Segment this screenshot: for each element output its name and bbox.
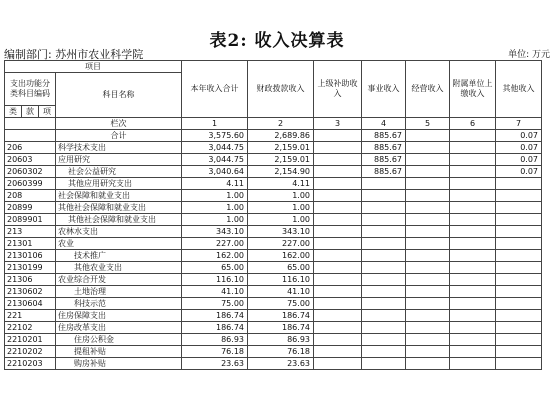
- row-value-c2: 4.11: [248, 178, 314, 190]
- row-value-c1: 3,040.64: [182, 166, 248, 178]
- row-value-c3: [314, 322, 362, 334]
- table-row: [5, 238, 542, 250]
- table-row: [5, 178, 542, 190]
- header-n7: 7: [496, 118, 542, 130]
- row-name: 合计: [56, 130, 182, 142]
- table-row: [5, 358, 542, 370]
- row-value-c7: [496, 298, 542, 310]
- row-value-c7: [496, 334, 542, 346]
- row-value-c7: [496, 262, 542, 274]
- table-row: [5, 214, 542, 226]
- row-value-c6: [450, 310, 496, 322]
- row-value-c2: 343.10: [248, 226, 314, 238]
- row-name: 其他社会保障和就业支出: [56, 202, 182, 214]
- table-row: [5, 130, 542, 142]
- row-value-c3: [314, 286, 362, 298]
- header-col-total: 本年收入合计: [182, 61, 248, 118]
- row-value-c7: [496, 286, 542, 298]
- row-value-c7: 0.07: [496, 130, 542, 142]
- row-value-c4: 885.67: [362, 130, 406, 142]
- row-value-c1: 186.74: [182, 322, 248, 334]
- row-code: 213: [5, 226, 56, 238]
- row-value-c6: [450, 178, 496, 190]
- row-value-c2: 2,159.01: [248, 154, 314, 166]
- row-value-c4: [362, 250, 406, 262]
- table-row: [5, 346, 542, 358]
- row-value-c7: [496, 274, 542, 286]
- row-name: 农业综合开发: [56, 274, 182, 286]
- row-value-c2: 186.74: [248, 310, 314, 322]
- row-value-c1: 227.00: [182, 238, 248, 250]
- row-name: 科技示范: [56, 298, 182, 310]
- row-value-c2: 186.74: [248, 322, 314, 334]
- row-value-c5: [406, 262, 450, 274]
- row-value-c1: 1.00: [182, 190, 248, 202]
- row-value-c7: [496, 178, 542, 190]
- table-row: [5, 190, 542, 202]
- row-value-c6: [450, 238, 496, 250]
- row-code: 21306: [5, 274, 56, 286]
- row-name: 住房公积金: [56, 334, 182, 346]
- row-value-c6: [450, 202, 496, 214]
- header-lanci: 栏次: [56, 118, 182, 130]
- page-title: 表2: 收入决算表: [209, 31, 345, 51]
- row-value-c6: [450, 142, 496, 154]
- row-name: 其他社会保障和就业支出: [56, 214, 182, 226]
- department-label: 编制部门: 苏州市农业科学院: [4, 48, 144, 61]
- row-value-c4: [362, 310, 406, 322]
- table-row: [5, 286, 542, 298]
- row-value-c7: 0.07: [496, 166, 542, 178]
- row-code: 2060399: [5, 178, 56, 190]
- header-col-career: 事业收入: [362, 61, 406, 118]
- row-value-c5: [406, 286, 450, 298]
- row-value-c7: [496, 358, 542, 370]
- row-value-c7: [496, 346, 542, 358]
- row-value-c6: [450, 358, 496, 370]
- row-value-c4: [362, 178, 406, 190]
- row-value-c7: [496, 202, 542, 214]
- row-value-c1: 3,044.75: [182, 142, 248, 154]
- row-name: 应用研究: [56, 154, 182, 166]
- row-value-c4: [362, 262, 406, 274]
- row-code: 2210203: [5, 358, 56, 370]
- table-row: [5, 154, 542, 166]
- row-value-c7: [496, 190, 542, 202]
- header-n6: 6: [450, 118, 496, 130]
- row-value-c2: 76.18: [248, 346, 314, 358]
- row-value-c2: 227.00: [248, 238, 314, 250]
- row-value-c1: 1.00: [182, 214, 248, 226]
- row-value-c3: [314, 310, 362, 322]
- row-value-c5: [406, 130, 450, 142]
- row-value-c7: [496, 226, 542, 238]
- row-value-c5: [406, 238, 450, 250]
- row-name: 农林水支出: [56, 226, 182, 238]
- row-value-c5: [406, 142, 450, 154]
- header-col-subunit: 附属单位上缴收入: [450, 61, 496, 118]
- table-row: [5, 310, 542, 322]
- row-value-c2: 23.63: [248, 358, 314, 370]
- row-code: [5, 130, 56, 142]
- row-name: 购房补贴: [56, 358, 182, 370]
- unit-label: 单位: 万元: [508, 50, 550, 60]
- row-value-c5: [406, 322, 450, 334]
- row-value-c5: [406, 250, 450, 262]
- row-code: 2210202: [5, 346, 56, 358]
- row-value-c3: [314, 346, 362, 358]
- table-row: [5, 142, 542, 154]
- table-row: [5, 226, 542, 238]
- row-value-c3: [314, 190, 362, 202]
- row-value-c5: [406, 166, 450, 178]
- row-value-c4: [362, 298, 406, 310]
- row-value-c7: [496, 322, 542, 334]
- header-n4: 4: [362, 118, 406, 130]
- header-n5: 5: [406, 118, 450, 130]
- row-name: 提租补贴: [56, 346, 182, 358]
- row-value-c5: [406, 358, 450, 370]
- header-item: 项目: [5, 61, 182, 73]
- row-name: 农业: [56, 238, 182, 250]
- row-value-c6: [450, 286, 496, 298]
- row-value-c6: [450, 322, 496, 334]
- row-value-c3: [314, 262, 362, 274]
- row-name: 科学技术支出: [56, 142, 182, 154]
- row-value-c4: [362, 286, 406, 298]
- table-row: [5, 250, 542, 262]
- row-value-c2: 41.10: [248, 286, 314, 298]
- table-row: [5, 298, 542, 310]
- row-value-c6: [450, 262, 496, 274]
- header-code-group: 支出功能分类科目编码: [5, 73, 56, 106]
- row-value-c5: [406, 346, 450, 358]
- row-value-c1: 116.10: [182, 274, 248, 286]
- row-value-c4: [362, 274, 406, 286]
- row-name: 其他应用研究支出: [56, 178, 182, 190]
- row-value-c3: [314, 166, 362, 178]
- row-value-c3: [314, 178, 362, 190]
- header-col-upper: 上级补助收入: [314, 61, 362, 118]
- row-value-c5: [406, 190, 450, 202]
- row-value-c5: [406, 178, 450, 190]
- row-value-c5: [406, 274, 450, 286]
- row-value-c7: 0.07: [496, 154, 542, 166]
- row-value-c5: [406, 202, 450, 214]
- row-value-c2: 65.00: [248, 262, 314, 274]
- row-value-c7: 0.07: [496, 142, 542, 154]
- row-value-c1: 343.10: [182, 226, 248, 238]
- row-value-c5: [406, 298, 450, 310]
- row-value-c3: [314, 226, 362, 238]
- header-name: 科目名称: [56, 73, 182, 118]
- row-code: 2210201: [5, 334, 56, 346]
- row-code: 21301: [5, 238, 56, 250]
- row-value-c5: [406, 154, 450, 166]
- row-code: 20603: [5, 154, 56, 166]
- row-value-c6: [450, 274, 496, 286]
- row-name: 社会公益研究: [56, 166, 182, 178]
- row-value-c5: [406, 334, 450, 346]
- row-value-c4: 885.67: [362, 142, 406, 154]
- row-value-c1: 3,044.75: [182, 154, 248, 166]
- header-kuan: 款: [22, 106, 39, 118]
- row-value-c4: [362, 322, 406, 334]
- table-row: [5, 322, 542, 334]
- row-value-c6: [450, 190, 496, 202]
- row-value-c1: 4.11: [182, 178, 248, 190]
- header-col-fiscal: 财政拨款收入: [248, 61, 314, 118]
- row-value-c7: [496, 310, 542, 322]
- row-value-c3: [314, 238, 362, 250]
- row-value-c1: 1.00: [182, 202, 248, 214]
- row-value-c6: [450, 154, 496, 166]
- row-value-c6: [450, 334, 496, 346]
- row-value-c6: [450, 166, 496, 178]
- row-value-c4: [362, 202, 406, 214]
- row-value-c1: 76.18: [182, 346, 248, 358]
- header-col-other: 其他收入: [496, 61, 542, 118]
- row-value-c4: [362, 214, 406, 226]
- row-value-c6: [450, 298, 496, 310]
- row-value-c3: [314, 154, 362, 166]
- row-value-c3: [314, 250, 362, 262]
- row-value-c3: [314, 142, 362, 154]
- row-name: 社会保障和就业支出: [56, 190, 182, 202]
- table-row: [5, 274, 542, 286]
- row-code: 20899: [5, 202, 56, 214]
- header-n3: 3: [314, 118, 362, 130]
- row-value-c1: 186.74: [182, 310, 248, 322]
- row-code: 2130602: [5, 286, 56, 298]
- table-row: [5, 166, 542, 178]
- row-value-c4: 885.67: [362, 154, 406, 166]
- row-code: 22102: [5, 322, 56, 334]
- row-code: 221: [5, 310, 56, 322]
- table-row: [5, 202, 542, 214]
- row-value-c6: [450, 214, 496, 226]
- header-col-business: 经营收入: [406, 61, 450, 118]
- row-code: 2089901: [5, 214, 56, 226]
- header-empty-cell: [5, 118, 56, 130]
- row-value-c3: [314, 130, 362, 142]
- row-value-c3: [314, 298, 362, 310]
- table-row: [5, 262, 542, 274]
- row-value-c4: [362, 226, 406, 238]
- header-info-line: [4, 46, 550, 60]
- row-value-c1: 75.00: [182, 298, 248, 310]
- row-value-c4: 885.67: [362, 166, 406, 178]
- row-code: 208: [5, 190, 56, 202]
- row-value-c3: [314, 202, 362, 214]
- row-value-c2: 1.00: [248, 190, 314, 202]
- row-code: 206: [5, 142, 56, 154]
- table-row: [5, 334, 542, 346]
- row-value-c5: [406, 226, 450, 238]
- header-xiang: 项: [39, 106, 56, 118]
- row-value-c2: 116.10: [248, 274, 314, 286]
- row-value-c3: [314, 274, 362, 286]
- row-value-c7: [496, 214, 542, 226]
- row-value-c2: 162.00: [248, 250, 314, 262]
- row-value-c7: [496, 250, 542, 262]
- row-name: 土地治理: [56, 286, 182, 298]
- row-value-c4: [362, 346, 406, 358]
- row-value-c6: [450, 130, 496, 142]
- row-value-c1: 23.63: [182, 358, 248, 370]
- income-table: [4, 60, 542, 370]
- row-value-c6: [450, 226, 496, 238]
- row-name: 技术推广: [56, 250, 182, 262]
- row-value-c2: 2,689.86: [248, 130, 314, 142]
- row-value-c4: [362, 358, 406, 370]
- row-value-c1: 41.10: [182, 286, 248, 298]
- row-value-c1: 86.93: [182, 334, 248, 346]
- row-code: 2060302: [5, 166, 56, 178]
- row-value-c3: [314, 334, 362, 346]
- header-n1: 1: [182, 118, 248, 130]
- row-value-c5: [406, 310, 450, 322]
- row-value-c2: 1.00: [248, 214, 314, 226]
- row-value-c4: [362, 190, 406, 202]
- row-value-c1: 3,575.60: [182, 130, 248, 142]
- row-value-c2: 75.00: [248, 298, 314, 310]
- row-name: 其他农业支出: [56, 262, 182, 274]
- header-n2: 2: [248, 118, 314, 130]
- row-value-c3: [314, 358, 362, 370]
- row-value-c6: [450, 250, 496, 262]
- row-value-c2: 1.00: [248, 202, 314, 214]
- row-value-c1: 162.00: [182, 250, 248, 262]
- row-value-c3: [314, 214, 362, 226]
- row-value-c2: 2,154.90: [248, 166, 314, 178]
- row-name: 住房保障支出: [56, 310, 182, 322]
- row-value-c2: 86.93: [248, 334, 314, 346]
- row-value-c4: [362, 238, 406, 250]
- row-code: 2130604: [5, 298, 56, 310]
- row-code: 2130106: [5, 250, 56, 262]
- row-value-c7: [496, 238, 542, 250]
- row-value-c2: 2,159.01: [248, 142, 314, 154]
- row-value-c4: [362, 334, 406, 346]
- row-code: 2130199: [5, 262, 56, 274]
- row-name: 住房改革支出: [56, 322, 182, 334]
- row-value-c6: [450, 346, 496, 358]
- row-value-c5: [406, 214, 450, 226]
- header-lei: 类: [5, 106, 22, 118]
- row-value-c1: 65.00: [182, 262, 248, 274]
